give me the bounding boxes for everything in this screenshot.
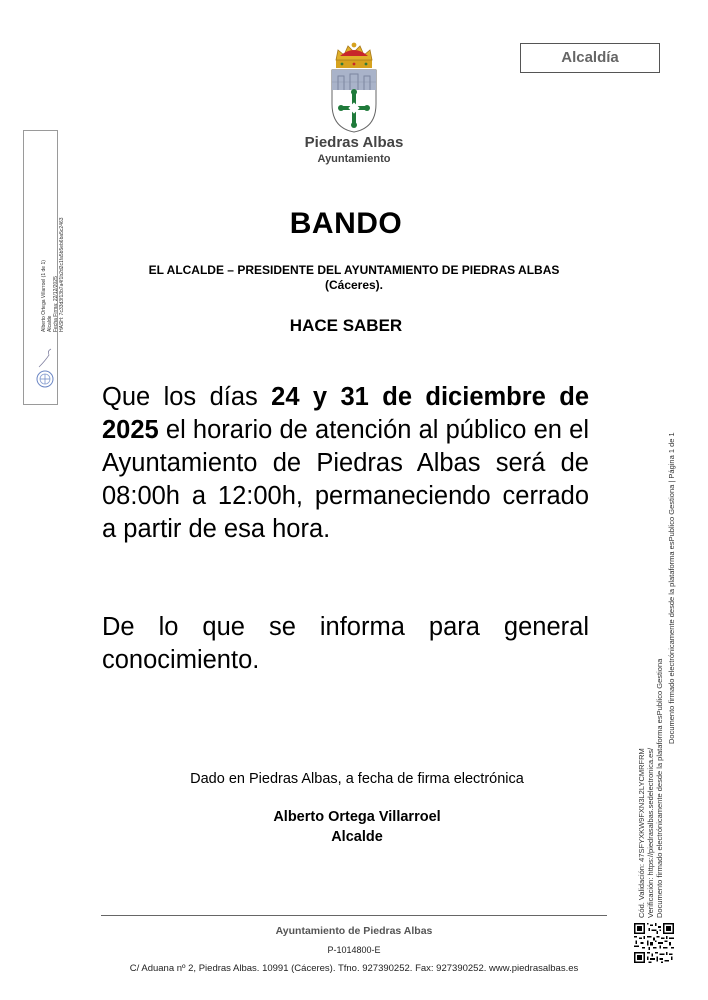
qr-code-icon (634, 923, 674, 963)
paragraph-schedule-rest: el horario de atención al público en el Ayuntamiento de Piedras Albas será de 08:00h a 12:00h, permaneciendo cerrado a partir de esa hora. (102, 416, 589, 543)
footer-code: P-1014800-E (327, 945, 381, 955)
paragraph-schedule-start: Que los días (102, 383, 272, 411)
document-subtitle-line-2: (Cáceres). (324, 278, 384, 292)
verification-note: Documento firmado electrónicamente desde la plataforma esPublico Gestiona (655, 658, 664, 918)
signer-role: Alcalde (331, 829, 383, 845)
verification-code: Cód. Validación: 47SFYXKW9FXN3L2LYCMRFRM (637, 748, 646, 918)
signature-hash: HASH: 7c33d3f13b7a4f1b2d2c1fa5b5eb6ba5c2463 (59, 217, 65, 332)
document-subtitle-line-1: EL ALCALDE – PRESIDENTE DEL AYUNTAMIENTO DE PIEDRAS ALBAS (148, 263, 560, 277)
footer-divider (101, 915, 607, 916)
footer-address: C/ Aduana nº 2, Piedras Albas. 10991 (Cáceres). Tfno. 927390252. Fax: 927390252. www.piedrasalbas.es (129, 963, 579, 974)
page-info: Documento firmado electrónicamente desde la plataforma esPublico Gestiona | Página 1 de 1 (667, 432, 676, 744)
signature-date: Fecha Firma: 22/12/2025 (53, 276, 59, 332)
brand-subtitle: Ayuntamiento (317, 153, 391, 165)
issued-statement: Dado en Piedras Albas, a fecha de firma electrónica (190, 771, 524, 787)
signer-name: Alberto Ortega Villarroel (273, 809, 441, 825)
signature-role: Alcalde (47, 315, 53, 332)
signature-seal-icon (33, 345, 57, 393)
coat-of-arms-icon (328, 42, 380, 134)
alcaldia-box: Alcaldía (520, 43, 660, 73)
signature-signer: Alberto Ortega Villarroel (1 de 1) (41, 260, 47, 332)
document-title: BANDO (289, 207, 403, 240)
brand-name: Piedras Albas (304, 134, 404, 151)
paragraph-notice: De lo que se informa para general conocimiento. (102, 613, 589, 674)
footer-organization: Ayuntamiento de Piedras Albas (275, 925, 433, 937)
document-heading: HACE SABER (289, 316, 403, 335)
verification-text (637, 659, 664, 918)
verification-url: Verificación: https://piedrasalbas.sedelectronica.es/ (646, 747, 655, 918)
paragraph-schedule (102, 381, 589, 546)
paragraph-schedule-dates: 24 y 31 de diciembre de 2025 (102, 383, 590, 444)
document-subtitle (110, 263, 598, 293)
